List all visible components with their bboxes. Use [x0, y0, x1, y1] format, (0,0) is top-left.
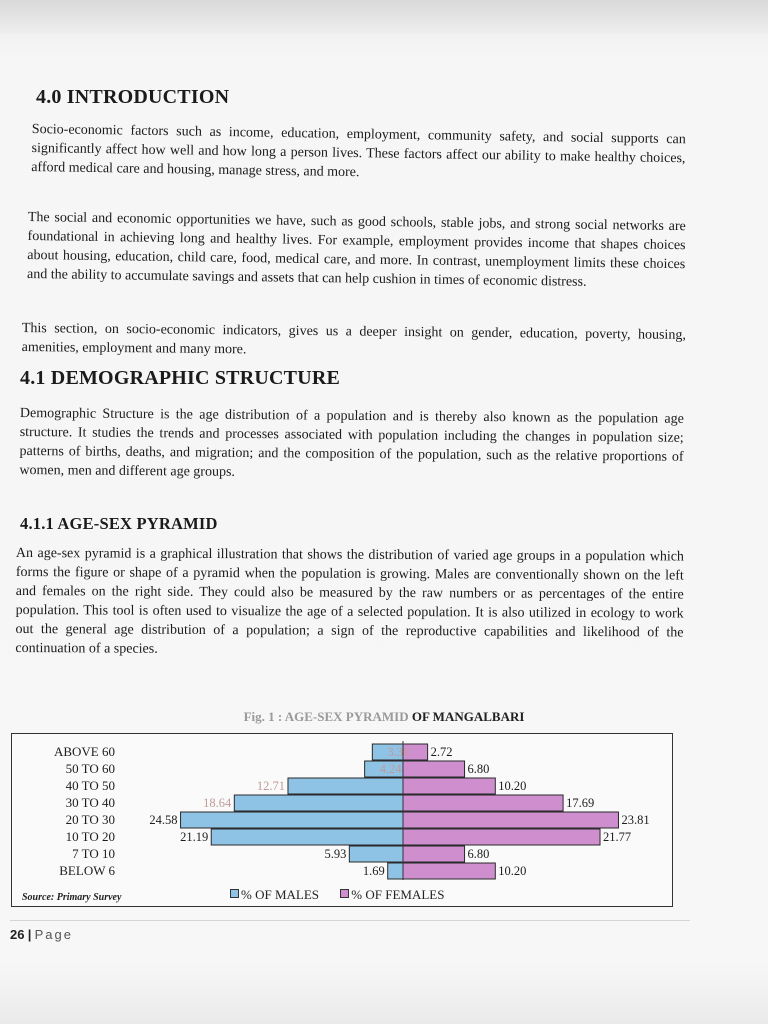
intro-paragraph-3: This section, on socio-economic indicators, gives us a deeper insight on gender, education, poverty, housing, amenities, employment and many more. [21, 320, 686, 358]
female-bar [403, 812, 618, 828]
intro-paragraph-2: The social and economic opportunities we have, such as good schools, stable jobs, and strong social networks are foundational in achieving long and healthy lives. For example, employment provides income that shapes choices about housing, education, child care, food, medical care, and more. In contrast, unemployment limits these choices and the ability to accumulate savings and assets that can help cushion in times of economic distress. [26, 209, 686, 290]
female-bar [403, 778, 495, 794]
category-label: 30 TO 40 [65, 795, 115, 810]
male-value-label: 18.64 [203, 796, 232, 810]
category-label: 10 TO 20 [65, 829, 115, 844]
female-value-label: 17.69 [566, 796, 595, 810]
page-word: Page [34, 927, 73, 942]
male-value-label: 4.24 [379, 762, 402, 776]
male-value-label: 1.69 [362, 864, 385, 878]
legend-swatch-females [340, 889, 349, 898]
category-label: 7 TO 10 [72, 846, 115, 861]
female-bar [403, 795, 563, 811]
male-value-label: 24.58 [149, 813, 178, 827]
category-label: 40 TO 50 [65, 778, 115, 793]
male-value-label: 12.71 [256, 779, 285, 793]
legend-label-females: % OF FEMALES [351, 887, 445, 902]
male-bar [388, 863, 403, 879]
female-value-label: 2.72 [430, 745, 453, 759]
scan-shadow [0, 0, 768, 34]
intro-paragraph-1: Socio-economic factors such as income, education, employment, community safety, and social supports can significantly affect how well and how long a person lives. These factors affect our ability to make healthy choices, afford medical care and housing, manage stress, and more. [31, 121, 686, 181]
chart-legend [230, 887, 462, 903]
female-value-label: 23.81 [621, 813, 650, 827]
page-footer [10, 927, 73, 943]
male-value-label: 3.39 [387, 745, 410, 759]
male-bar [234, 795, 403, 811]
age-sex-pyramid-chart [11, 733, 673, 907]
female-value-label: 21.77 [603, 830, 632, 844]
figure-title-prefix: Fig. 1 : AGE-SEX PYRAMID [243, 709, 409, 724]
legend-swatch-males [230, 889, 239, 898]
page-number: 26 [10, 927, 25, 942]
male-value-label: 21.19 [180, 830, 209, 844]
demographic-heading: 4.1 DEMOGRAPHIC STRUCTURE [20, 367, 341, 389]
category-label: ABOVE 60 [53, 744, 115, 759]
female-bar [403, 863, 495, 879]
footer-separator: | [27, 927, 32, 942]
male-bar [288, 778, 403, 794]
figure-title [0, 709, 768, 725]
female-bar [403, 829, 600, 845]
legend-item-females [340, 887, 444, 902]
male-bar [181, 812, 403, 828]
legend-label-males: % OF MALES [241, 887, 320, 902]
pyramid-paragraph: An age-sex pyramid is a graphical illustration that shows the distribution of varied age groups in a population which forms the figure or shape of a pyramid when the population is growing. Males are conventionally shown on the left and females on the right side. They could also be measured by the raw numbers or as percentages of the entire population. This tool is often used to visualize the age of a selected population. It is also utilized in ecology to work out the general age distribution of a population; a sign of the reproductive capabilities and likelihood of the continuation of a species. [15, 546, 684, 657]
female-bar [403, 761, 465, 777]
female-value-label: 6.80 [467, 847, 490, 861]
legend-item-males [230, 887, 319, 902]
category-label: BELOW 6 [59, 863, 115, 878]
female-value-label: 10.20 [498, 864, 527, 878]
category-label: 20 TO 30 [65, 812, 115, 827]
female-value-label: 6.80 [467, 762, 490, 776]
footer-divider [10, 920, 690, 921]
female-bar [403, 846, 465, 862]
pyramid-heading: 4.1.1 AGE-SEX PYRAMID [20, 514, 218, 533]
male-bar [211, 829, 403, 845]
female-value-label: 10.20 [498, 779, 527, 793]
category-label: 50 TO 60 [65, 761, 115, 776]
male-bar [349, 846, 403, 862]
intro-heading: 4.0 INTRODUCTION [36, 86, 230, 108]
demographic-paragraph: Demographic Structure is the age distribution of a population and is thereby also known as the population age structure. It studies the trends and processes associated with population including the changes in population size; patterns of births, deaths, and migration; and the composition of the population, such as the relative proportions of women, men and different age groups. [19, 405, 684, 480]
male-value-label: 5.93 [324, 847, 347, 861]
chart-source: Source: Primary Survey [22, 892, 122, 903]
figure-title-suffix: OF MANGALBARI [408, 709, 525, 724]
